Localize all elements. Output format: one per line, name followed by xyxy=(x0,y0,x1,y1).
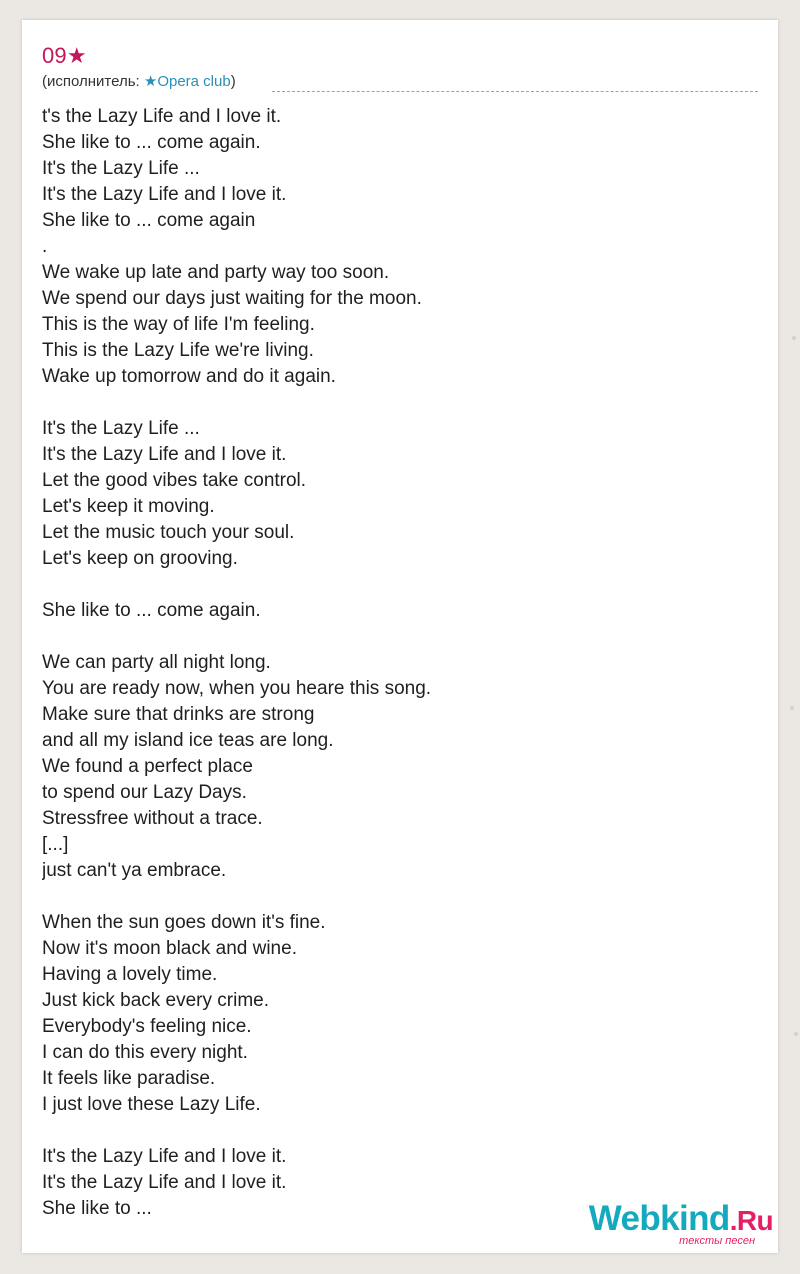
artist-prefix: (исполнитель: xyxy=(42,73,144,90)
artist-link[interactable]: ★Opera club xyxy=(143,73,231,90)
artist-suffix: ) xyxy=(230,73,236,90)
logo-tld: .Ru xyxy=(729,1205,773,1236)
dashed-divider xyxy=(272,91,758,92)
lyrics-card xyxy=(22,20,778,1253)
background-dot xyxy=(792,336,796,340)
song-title: 09★ xyxy=(42,43,87,68)
logo-name: Webkind xyxy=(588,1199,730,1238)
background-dot xyxy=(790,706,794,710)
webkind-logo[interactable] xyxy=(583,1200,773,1248)
background-dot xyxy=(794,1032,798,1036)
artist-line xyxy=(42,73,236,91)
logo-tagline: тексты песен xyxy=(679,1235,755,1247)
logo-wordmark xyxy=(589,1200,773,1240)
lyrics-text: t's the Lazy Life and I love it. She like to ... come again. It's the Lazy Life ... It's the Lazy Life and I love it. She like to ... come again . We wake up late and party way too soon. We spend our days just waiting for the moon. This is the way of life I'm feeling. This is the Lazy Life we're living. Wake up tomorrow and do it again. It's the Lazy Life ... It's the Lazy Life and I love it. Let the good vibes take control. Let's keep it moving. Let the music touch your soul. Let's keep on grooving. She like to ... come again. We can party all night long. You are ready now, when you heare this song. Make sure that drinks are strong and all my island ice teas are long. We found a perfect place to spend our Lazy Days. Stressfree without a trace. [...] just can't ya embrace. When the sun goes down it's fine. Now it's moon black and wine. Having a lovely time. Just kick back every crime. Everybody's feeling nice. I can do this every night. It feels like paradise. I just love these Lazy Life. It's the Lazy Life and I love it. It's the Lazy Life and I love it. She like to ... xyxy=(42,106,432,1219)
